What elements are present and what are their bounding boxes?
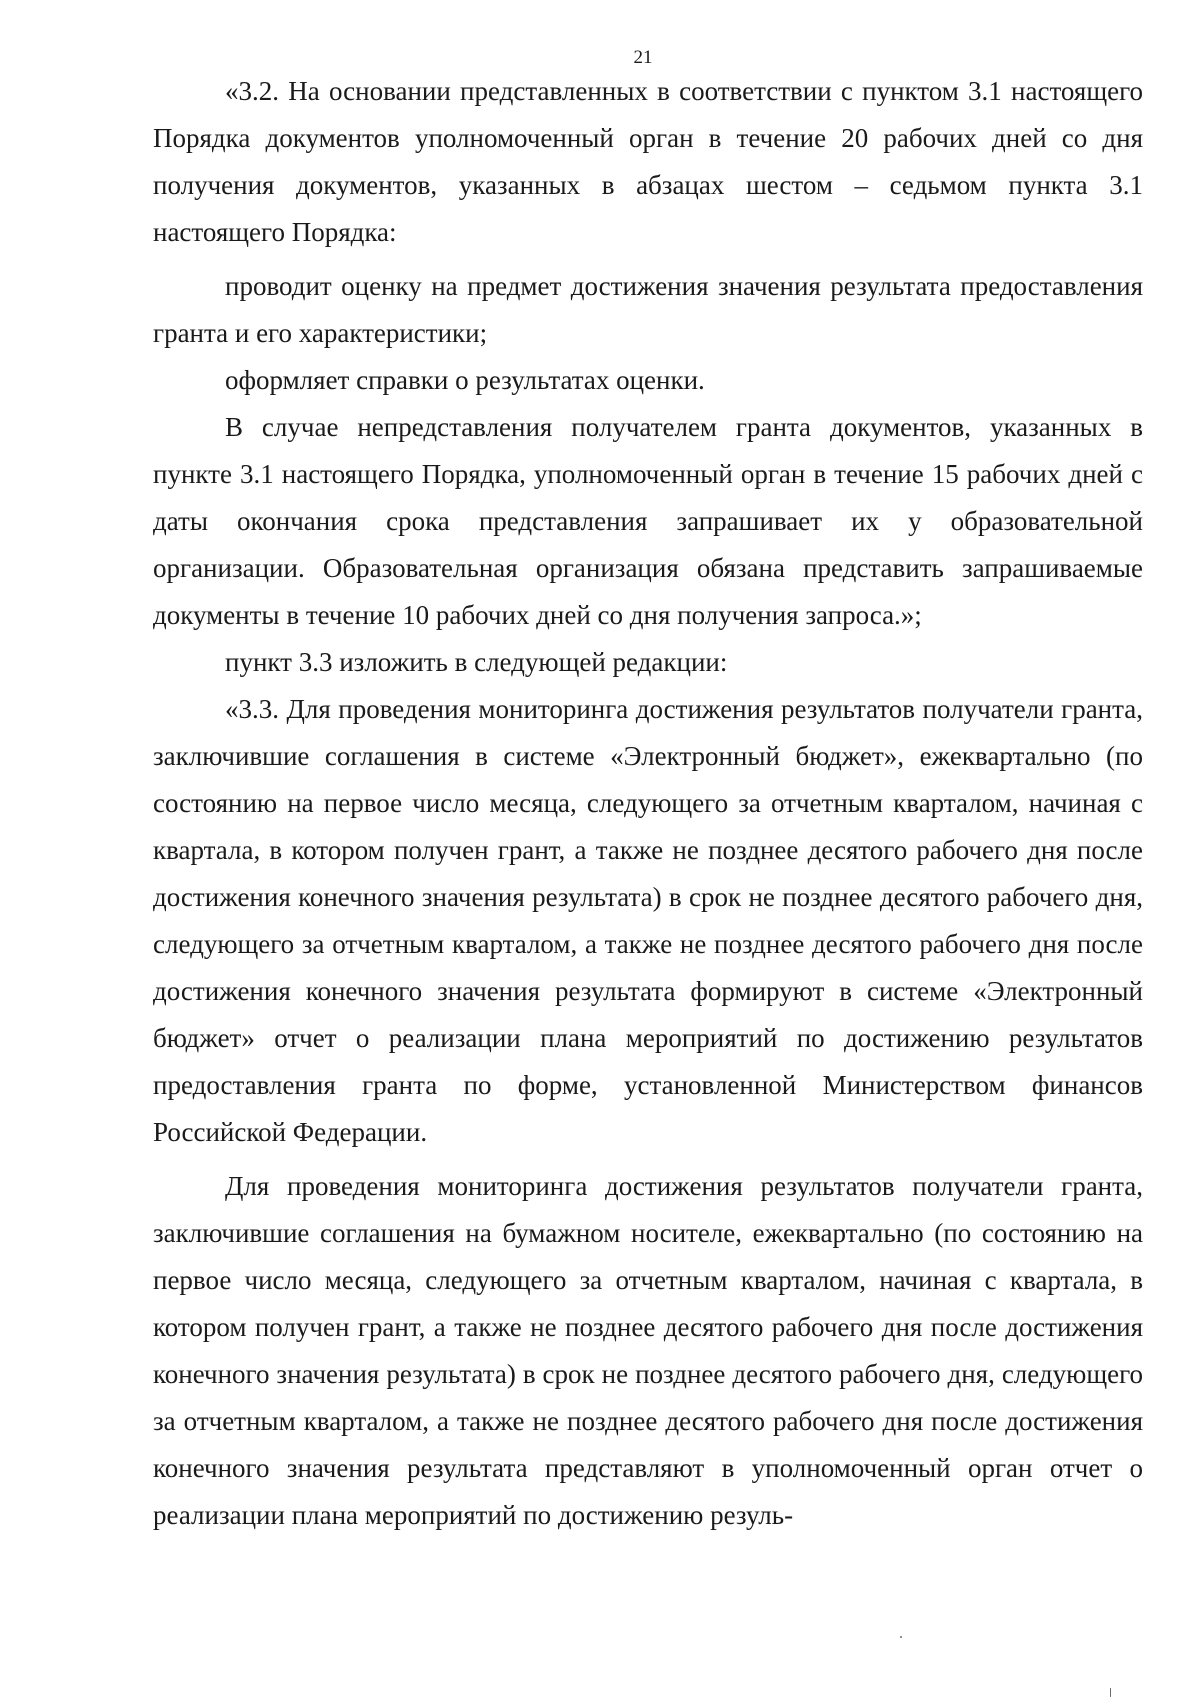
paragraph-amend-3-3: пункт 3.3 изложить в следующей редакции: xyxy=(225,647,728,677)
paragraph-3-3: «3.3. Для проведения мониторинга достижения результатов получатели гранта, заключившие соглашения в системе «Электронный бюджет», ежеквартально (по состоянию на первое число месяца, следующего за отчетным кварталом, начиная с квартала, в котором получен грант, а также не позднее десятого рабочего дня после достижения конечного значения результата) в срок не позднее десятого рабочего дня, следующего за отчетным кварталом, а также не позднее десятого рабочего дня после достижения конечного значения результата формируют в системе «Электронный бюджет» отчет о реализации плана мероприятий по достижению результатов предоставления гранта по форме, установленной Министерством финансов Российской Федерации. xyxy=(153,694,1143,1147)
scan-speck xyxy=(900,1636,902,1638)
page-number: 21 xyxy=(633,47,653,68)
paragraph-assessment: проводит оценку на предмет достижения значения результата предоставления гранта и его характеристики; xyxy=(153,271,1143,348)
document-body xyxy=(153,68,1143,1539)
paragraph-non-submission: В случае непредставления получателем гранта документов, указанных в пункте 3.1 настоящего Порядка, уполномоченный орган в течение 15 рабочих дней с даты окончания срока представления запрашивает их у образовательной организации. Образовательная организация обязана представить запрашиваемые документы в течение 10 рабочих дней со дня получения запроса.»; xyxy=(153,412,1143,630)
paragraph-certificates: оформляет справки о результатах оценки. xyxy=(225,365,705,395)
paragraph-3-2: «3.2. На основании представленных в соответствии с пунктом 3.1 настоящего Порядка документов уполномоченный орган в течение 20 рабочих дней со дня получения документов, указанных в абзацах шестом – седьмом пункта 3.1 настоящего Порядка: xyxy=(153,76,1143,247)
paragraph-paper-agreements: Для проведения мониторинга достижения результатов получатели гранта, заключившие соглашения на бумажном носителе, ежеквартально (по состоянию на первое число месяца, следующего за отчетным кварталом, начиная с квартала, в котором получен грант, а также не позднее десятого рабочего дня после достижения конечного значения результата) в срок не позднее десятого рабочего дня, следующего за отчетным кварталом, а также не позднее десятого рабочего дня после достижения конечного значения результата представляют в уполномоченный орган отчет о реализации плана мероприятий по достижению резуль- xyxy=(153,1171,1143,1530)
scan-speck xyxy=(1110,1688,1111,1697)
